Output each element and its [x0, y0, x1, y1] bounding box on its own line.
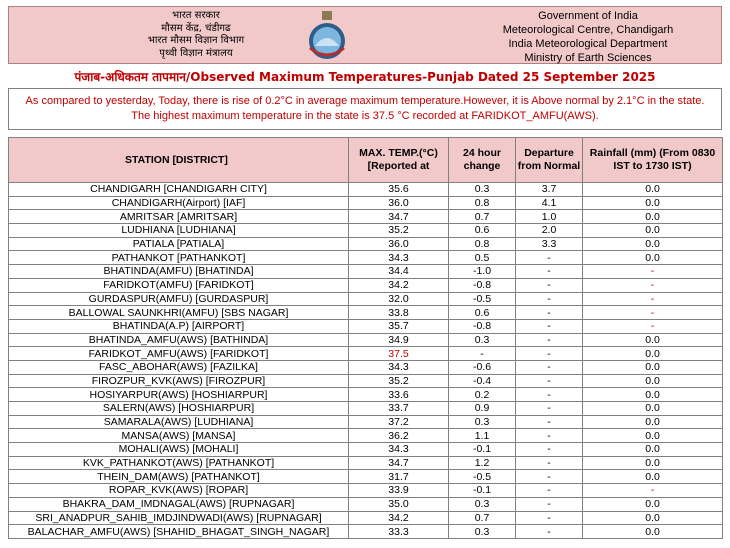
station-cell: FIROZPUR_KVK(AWS) [FIROZPUR] — [9, 374, 349, 388]
max-temp-cell: 33.6 — [349, 388, 449, 402]
change-cell: 0.6 — [449, 224, 516, 238]
max-temp-cell: 37.5 — [349, 347, 449, 361]
departure-cell: - — [516, 319, 583, 333]
rainfall-column-header: Rainfall (mm) (From 0830 IST to 1730 IST) — [583, 138, 723, 183]
max-temp-cell: 34.7 — [349, 210, 449, 224]
departure-cell: - — [516, 456, 583, 470]
departure-cell: - — [516, 251, 583, 265]
rainfall-cell: 0.0 — [583, 224, 723, 238]
departure-cell: - — [516, 306, 583, 320]
english-line: Meteorological Centre, Chandigarh — [502, 24, 674, 36]
table-row — [9, 347, 723, 361]
station-cell: PATHANKOT [PATHANKOT] — [9, 251, 349, 265]
english-line: Ministry of Earth Sciences — [524, 52, 652, 64]
departure-cell: 3.3 — [516, 237, 583, 251]
departure-cell: - — [516, 470, 583, 484]
departure-cell: 1.0 — [516, 210, 583, 224]
table-row — [9, 333, 723, 347]
departure-cell: - — [516, 443, 583, 457]
station-column-header: STATION [DISTRICT] — [9, 138, 349, 183]
hindi-line: मौसम केंद्र, चंडीगढ — [161, 22, 231, 34]
change-cell: 0.8 — [449, 237, 516, 251]
change-cell: - — [449, 347, 516, 361]
table-row — [9, 237, 723, 251]
temperature-table — [8, 137, 723, 539]
rainfall-cell: 0.0 — [583, 511, 723, 525]
imd-emblem-icon — [301, 10, 353, 62]
max-temp-cell: 34.4 — [349, 265, 449, 279]
table-row — [9, 402, 723, 416]
english-org-block — [463, 9, 713, 65]
rainfall-cell: 0.0 — [583, 251, 723, 265]
table-row — [9, 525, 723, 539]
departure-cell: 2.0 — [516, 224, 583, 238]
max-temp-cell: 33.9 — [349, 484, 449, 498]
change-cell: 0.3 — [449, 333, 516, 347]
station-cell: BALLOWAL SAUNKHRI(AMFU) [SBS NAGAR] — [9, 306, 349, 320]
rainfall-cell: - — [583, 265, 723, 279]
change-cell: -0.8 — [449, 319, 516, 333]
station-cell: SRI_ANADPUR_SAHIB_IMDJINDWADI(AWS) [RUPNAGAR] — [9, 511, 349, 525]
max-temp-cell: 34.2 — [349, 278, 449, 292]
change-cell: 0.5 — [449, 251, 516, 265]
change-cell: 0.3 — [449, 415, 516, 429]
departure-cell: - — [516, 278, 583, 292]
departure-cell: - — [516, 497, 583, 511]
rainfall-cell: 0.0 — [583, 470, 723, 484]
rainfall-cell: - — [583, 278, 723, 292]
max-temp-cell: 35.2 — [349, 224, 449, 238]
station-cell: FARIDKOT_AMFU(AWS) [FARIDKOT] — [9, 347, 349, 361]
max-temp-cell: 33.7 — [349, 402, 449, 416]
english-line: Government of India — [538, 10, 638, 22]
max-temp-cell: 35.2 — [349, 374, 449, 388]
table-row — [9, 210, 723, 224]
rainfall-cell: 0.0 — [583, 415, 723, 429]
change-cell: -0.5 — [449, 470, 516, 484]
max-temp-cell: 34.3 — [349, 443, 449, 457]
rainfall-cell: - — [583, 292, 723, 306]
summary-text: As compared to yesterday, Today, there is rise of 0.2°C in average maximum temperature.However, it is Above normal by 2.1°C in the state. The highest maximum temperature in the state is 37.5 °C recorded at FARIDKOT_AMFU(AWS). — [8, 88, 722, 130]
hindi-org-block — [101, 10, 291, 60]
station-cell: BHATINDA(A.P) [AIRPORT] — [9, 319, 349, 333]
hindi-line: भारत मौसम विज्ञान विभाग — [147, 35, 245, 46]
station-cell: PATIALA [PATIALA] — [9, 237, 349, 251]
departure-cell: 3.7 — [516, 183, 583, 197]
change-cell: 0.8 — [449, 196, 516, 210]
rainfall-cell: - — [583, 484, 723, 498]
change-cell: -0.8 — [449, 278, 516, 292]
change-column-header: 24 hour change — [449, 138, 516, 183]
station-cell: BHATINDA_AMFU(AWS) [BATHINDA] — [9, 333, 349, 347]
change-cell: -0.6 — [449, 360, 516, 374]
change-cell: 1.2 — [449, 456, 516, 470]
change-cell: 0.9 — [449, 402, 516, 416]
report-header — [8, 6, 722, 64]
max-temp-cell: 36.2 — [349, 429, 449, 443]
rainfall-cell: 0.0 — [583, 388, 723, 402]
station-cell: FARIDKOT(AMFU) [FARIDKOT] — [9, 278, 349, 292]
departure-cell: - — [516, 333, 583, 347]
table-row — [9, 196, 723, 210]
max-temp-cell: 32.0 — [349, 292, 449, 306]
change-cell: 0.7 — [449, 511, 516, 525]
table-row — [9, 484, 723, 498]
departure-cell: - — [516, 402, 583, 416]
hindi-line: पृथ्वी विज्ञान मंत्रालय — [159, 47, 233, 59]
departure-cell: - — [516, 511, 583, 525]
rainfall-cell: - — [583, 319, 723, 333]
change-cell: 1.1 — [449, 429, 516, 443]
table-row — [9, 360, 723, 374]
table-row — [9, 374, 723, 388]
departure-cell: - — [516, 484, 583, 498]
max-temp-cell: 36.0 — [349, 196, 449, 210]
station-cell: AMRITSAR [AMRITSAR] — [9, 210, 349, 224]
max-temp-cell: 35.7 — [349, 319, 449, 333]
max-temp-cell: 31.7 — [349, 470, 449, 484]
change-cell: 0.7 — [449, 210, 516, 224]
max-temp-cell: 34.3 — [349, 360, 449, 374]
change-cell: -0.1 — [449, 443, 516, 457]
table-row — [9, 456, 723, 470]
station-cell: MOHALI(AWS) [MOHALI] — [9, 443, 349, 457]
table-row — [9, 511, 723, 525]
station-cell: SALERN(AWS) [HOSHIARPUR] — [9, 402, 349, 416]
rainfall-cell: 0.0 — [583, 402, 723, 416]
english-line: India Meteorological Department — [508, 38, 668, 50]
rainfall-cell: 0.0 — [583, 183, 723, 197]
rainfall-cell: 0.0 — [583, 443, 723, 457]
rainfall-cell: 0.0 — [583, 347, 723, 361]
change-cell: -0.4 — [449, 374, 516, 388]
change-cell: -0.5 — [449, 292, 516, 306]
change-cell: -1.0 — [449, 265, 516, 279]
station-cell: ROPAR_KVK(AWS) [ROPAR] — [9, 484, 349, 498]
table-row — [9, 497, 723, 511]
table-row — [9, 319, 723, 333]
rainfall-cell: 0.0 — [583, 237, 723, 251]
departure-cell: - — [516, 415, 583, 429]
departure-cell: - — [516, 374, 583, 388]
hindi-line: भारत सरकार — [172, 10, 220, 21]
rainfall-cell: 0.0 — [583, 456, 723, 470]
station-cell: BHATINDA(AMFU) [BHATINDA] — [9, 265, 349, 279]
station-cell: MANSA(AWS) [MANSA] — [9, 429, 349, 443]
max-temp-cell: 36.0 — [349, 237, 449, 251]
station-cell: SAMARALA(AWS) [LUDHIANA] — [9, 415, 349, 429]
table-row — [9, 429, 723, 443]
max-temp-cell: 34.3 — [349, 251, 449, 265]
table-row — [9, 224, 723, 238]
change-cell: -0.1 — [449, 484, 516, 498]
station-cell: BALACHAR_AMFU(AWS) [SHAHID_BHAGAT_SINGH_NAGAR] — [9, 525, 349, 539]
table-row — [9, 251, 723, 265]
departure-cell: - — [516, 429, 583, 443]
max-temp-cell: 33.8 — [349, 306, 449, 320]
rainfall-cell: 0.0 — [583, 525, 723, 539]
max-temp-cell: 34.9 — [349, 333, 449, 347]
rainfall-cell: 0.0 — [583, 360, 723, 374]
departure-cell: - — [516, 525, 583, 539]
departure-cell: 4.1 — [516, 196, 583, 210]
table-row — [9, 292, 723, 306]
departure-cell: - — [516, 347, 583, 361]
max-temp-cell: 35.0 — [349, 497, 449, 511]
table-row — [9, 265, 723, 279]
rainfall-cell: 0.0 — [583, 333, 723, 347]
station-cell: BHAKRA_DAM_IMDNAGAL(AWS) [RUPNAGAR] — [9, 497, 349, 511]
max-temp-cell: 33.3 — [349, 525, 449, 539]
station-cell: KVK_PATHANKOT(AWS) [PATHANKOT] — [9, 456, 349, 470]
max-temp-cell: 35.6 — [349, 183, 449, 197]
table-body — [9, 183, 723, 539]
rainfall-cell: 0.0 — [583, 196, 723, 210]
change-cell: 0.3 — [449, 525, 516, 539]
station-cell: FASC_ABOHAR(AWS) [FAZILKA] — [9, 360, 349, 374]
station-cell: GURDASPUR(AMFU) [GURDASPUR] — [9, 292, 349, 306]
table-row — [9, 388, 723, 402]
max-temp-cell: 34.7 — [349, 456, 449, 470]
change-cell: 0.3 — [449, 497, 516, 511]
station-cell: LUDHIANA [LUDHIANA] — [9, 224, 349, 238]
rainfall-cell: 0.0 — [583, 374, 723, 388]
max-temp-column-header: MAX. TEMP.(°C) [Reported at — [349, 138, 449, 183]
departure-column-header: Departure from Normal — [516, 138, 583, 183]
table-row — [9, 443, 723, 457]
temperature-table-container — [8, 137, 722, 539]
station-cell: THEIN_DAM(AWS) [PATHANKOT] — [9, 470, 349, 484]
station-cell: CHANDIGARH [CHANDIGARH CITY] — [9, 183, 349, 197]
departure-cell: - — [516, 388, 583, 402]
table-row — [9, 470, 723, 484]
table-row — [9, 183, 723, 197]
max-temp-cell: 34.2 — [349, 511, 449, 525]
station-cell: HOSIYARPUR(AWS) [HOSHIARPUR] — [9, 388, 349, 402]
departure-cell: - — [516, 292, 583, 306]
change-cell: 0.6 — [449, 306, 516, 320]
change-cell: 0.2 — [449, 388, 516, 402]
departure-cell: - — [516, 265, 583, 279]
change-cell: 0.3 — [449, 183, 516, 197]
departure-cell: - — [516, 360, 583, 374]
rainfall-cell: - — [583, 306, 723, 320]
station-cell: CHANDIGARH(Airport) [IAF] — [9, 196, 349, 210]
rainfall-cell: 0.0 — [583, 429, 723, 443]
table-row — [9, 306, 723, 320]
report-title: पंजाब-अधिकतम तापमान/Observed Maximum Temperatures-Punjab Dated 25 September 2025 — [74, 70, 656, 84]
table-row — [9, 415, 723, 429]
max-temp-cell: 37.2 — [349, 415, 449, 429]
table-row — [9, 278, 723, 292]
rainfall-cell: 0.0 — [583, 210, 723, 224]
rainfall-cell: 0.0 — [583, 497, 723, 511]
